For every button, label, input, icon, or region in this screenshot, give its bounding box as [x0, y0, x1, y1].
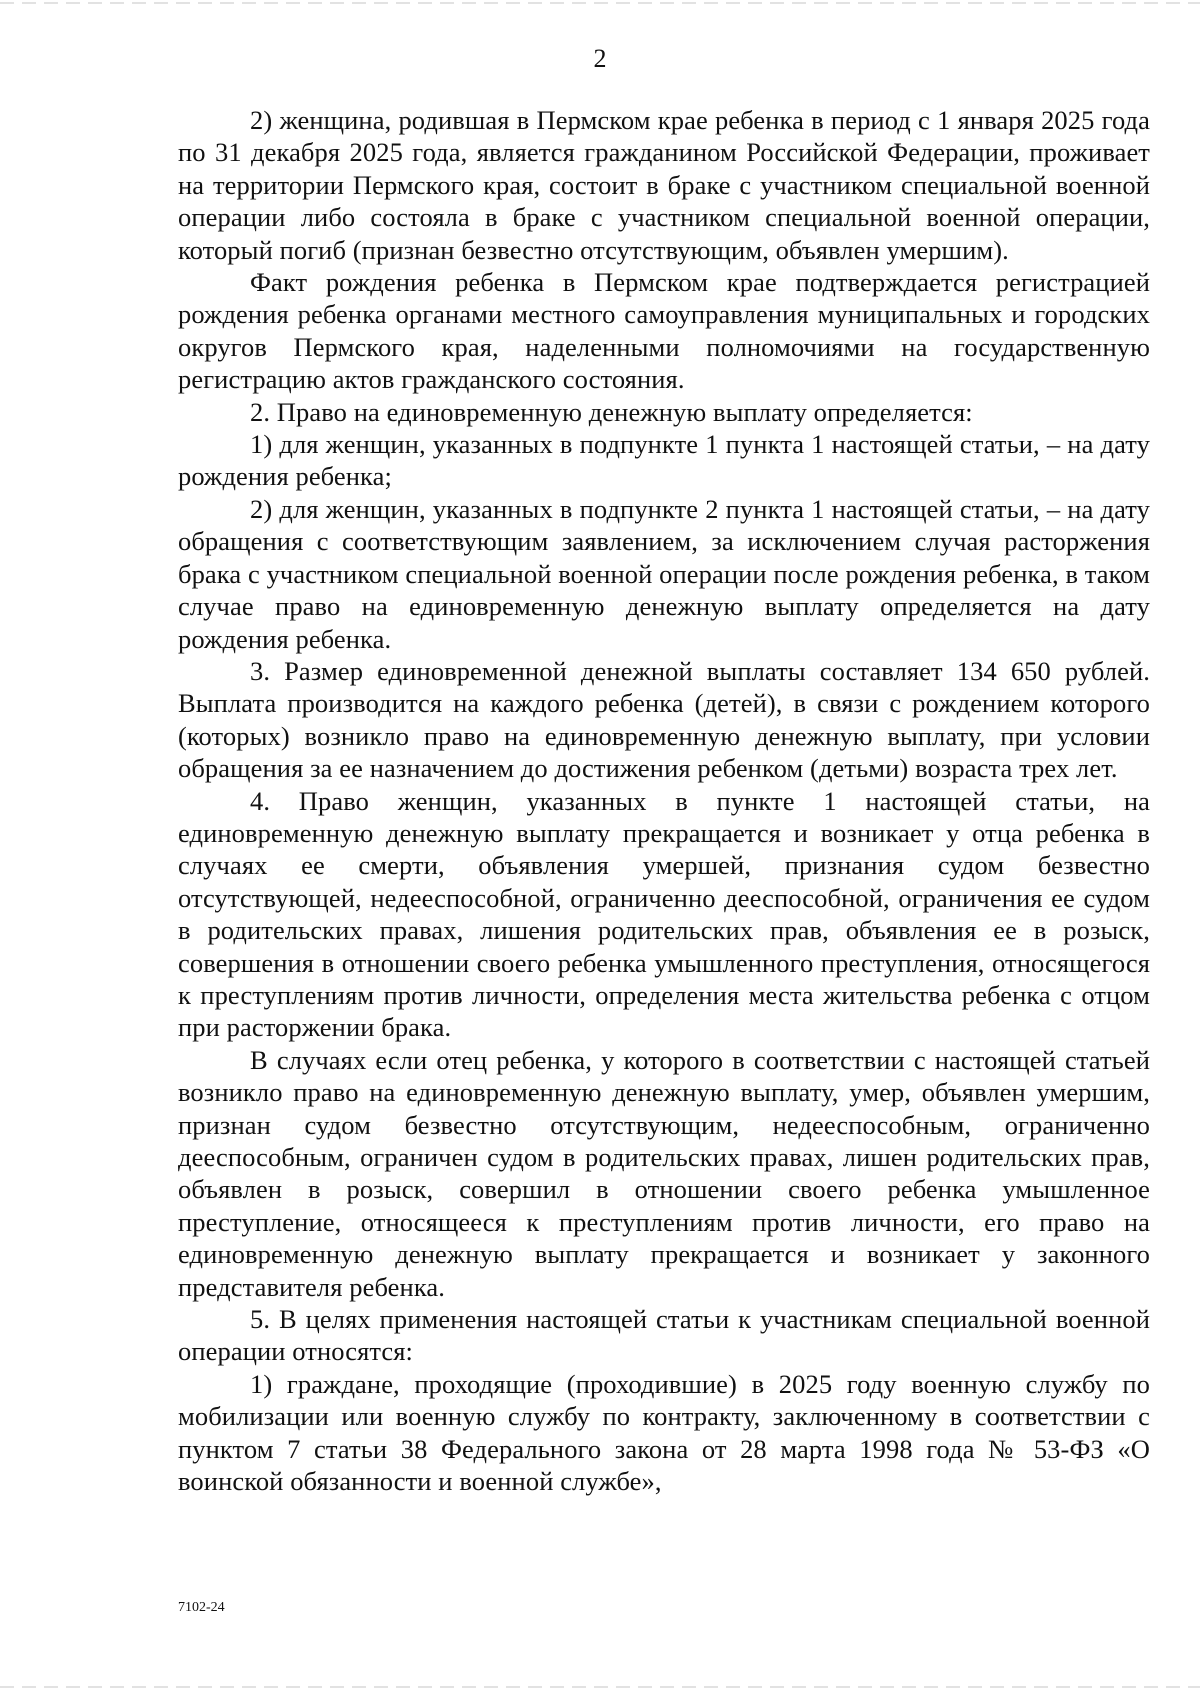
page-number: 2 — [593, 44, 607, 73]
scan-edge-bottom — [0, 1686, 1200, 1688]
paragraph-subitem-2: 2) женщина, родившая в Пермском крае ребенка в период с 1 января 2025 года по 31 декабря 2025 года, является гражданином Российской Федерации, проживает на территории Пермского края, состоит в браке с участником специальной военной операции либо состояла в браке с участником специальной военной операции, который погиб (признан безвестно отсутствующим, объявлен умершим). — [178, 105, 1150, 265]
document-body — [178, 104, 1150, 1497]
paragraph-section-2: 2. Право на единовременную денежную выплату определяется: — [250, 396, 973, 427]
scan-edge-top — [0, 2, 1200, 4]
paragraph-section-2-item-1: 1) для женщин, указанных в подпункте 1 пункта 1 настоящей статьи, – на дату рождения ребенка; — [178, 429, 1150, 492]
paragraph-birth-fact: Факт рождения ребенка в Пермском крае подтверждается регистрацией рождения ребенка органами местного самоуправления муниципальных и городских округов Пермского края, наделенными полномочиями на государственную регистрацию актов гражданского состояния. — [178, 267, 1150, 395]
paragraph-section-5-item-1: 1) граждане, проходящие (проходившие) в 2025 году военную службу по мобилизации или военную службу по контракту, заключенному в соответствии с пунктом 7 статьи 38 Федерального закона от 28 марта 1998 года № 53-ФЗ «О воинской обязанности и военной службе», — [178, 1368, 1150, 1497]
paragraph-section-5: 5. В целях применения настоящей статьи к участникам специальной военной операции относятся: — [178, 1304, 1150, 1367]
paragraph-section-2-item-2: 2) для женщин, указанных в подпункте 2 пункта 1 настоящей статьи, – на дату обращения с соответствующим заявлением, за исключением случая расторжения брака с участником специальной военной операции после рождения ребенка, в таком случае право на единовременную денежную выплату определяется на дату рождения ребенка. — [178, 493, 1150, 654]
document-code: 7102-24 — [178, 1600, 225, 1615]
paragraph-section-3: 3. Размер единовременной денежной выплаты составляет 134 650 рублей. Выплата производится на каждого ребенка (детей), в связи с рождением которого (которых) возникло право на единовременную денежную выплату, при условии обращения за ее назначением до достижения ребенком (детьми) возраста трех лет. — [178, 655, 1150, 784]
paragraph-father-cases: В случаях если отец ребенка, у которого в соответствии с настоящей статьей возникло право на единовременную денежную выплату, умер, объявлен умершим, признан судом безвестно отсутствующим, недееспособным, ограниченно дееспособным, ограничен судом в родительских правах, лишен родительских прав, объявлен в розыск, совершил в отношении своего ребенка умышленное преступление, относящееся к преступлениям против личности, его право на единовременную денежную выплату прекращается и возникает у законного представителя ребенка. — [178, 1044, 1150, 1302]
paragraph-section-4: 4. Право женщин, указанных в пункте 1 настоящей статьи, на единовременную денежную выплату прекращается и возникает у отца ребенка в случаях ее смерти, объявления умершей, признания судом безвестно отсутствующей, недееспособной, ограниченно дееспособной, ограничения ее судом в родительских правах, лишения родительских прав, объявления ее в розыск, совершения в отношении своего ребенка умышленного преступления, относящегося к преступлениям против личности, определения места жительства ребенка с отцом при расторжении брака. — [178, 785, 1150, 1043]
